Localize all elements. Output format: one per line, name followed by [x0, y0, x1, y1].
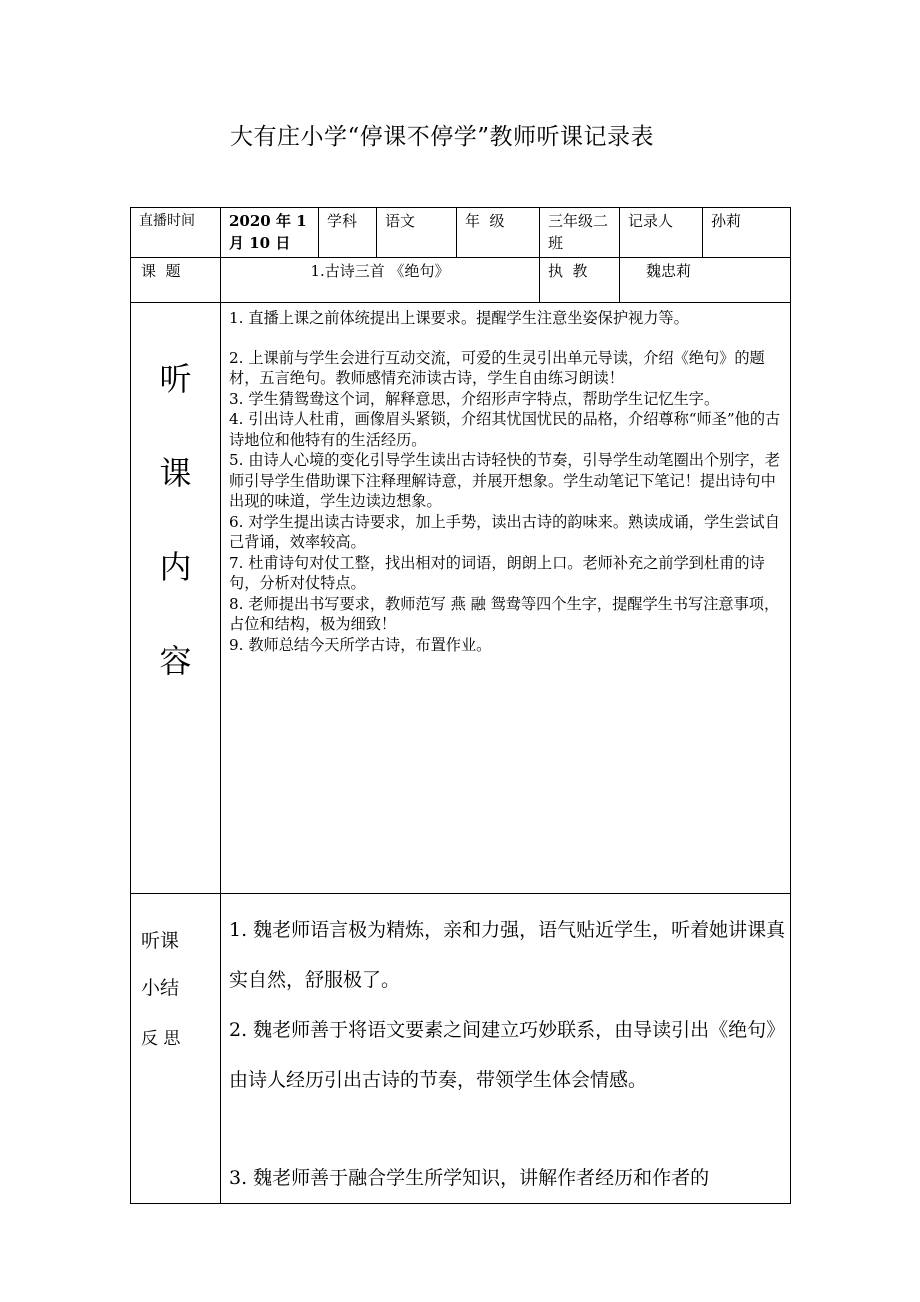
content-item: 6. 对学生提出读古诗要求，加上手势，读出古诗的韵味来。熟读成诵，学生尝试自己背诵，效率较高。: [229, 512, 780, 551]
summary-row: [131, 894, 791, 1204]
page-title: 大有庄小学“停课不停学”教师听课记录表: [229, 124, 655, 150]
content-item: 9. 教师总结今天所学古诗，布置作业。: [229, 635, 492, 654]
content-item: 2. 上课前与学生会进行互动交流，可爱的生灵引出单元导读，介绍《绝句》的题材，五言绝句。教师感情充沛读古诗，学生自由练习朗读！: [229, 348, 765, 387]
subject-value: 语文: [385, 212, 416, 230]
topic-row: [131, 258, 791, 303]
summary-list: [221, 905, 790, 1203]
content-item: 5. 由诗人心境的变化引导学生读出古诗轻快的节奏，引导学生动笔圈出个别字，老师引导学生借助课下注释理解诗意，并展开想象。学生动笔记下笔记！提出诗句中出现的味道，学生边读边想象。: [229, 451, 780, 510]
subject-label: 学科: [327, 212, 358, 230]
teacher-label: 执 教: [548, 262, 588, 280]
observation-record-table: [130, 207, 791, 1204]
content-item: 1. 直播上课之前体统提出上课要求。提醒学生注意坐姿保护视力等。: [229, 309, 689, 327]
recorder-label: 记录人: [628, 212, 674, 230]
topic-value: 1.古诗三首 《绝句》: [310, 262, 450, 280]
content-item: 4. 引出诗人杜甫，画像眉头紧锁，介绍其忧国忧民的品格，介绍尊称“师圣”他的古诗地位和他特有的生活经历。: [229, 410, 781, 449]
summary-item: 2. 魏老师善于将语文要素之间建立巧妙联系，由导读引出《绝句》由诗人经历引出古诗的节奏，带领学生体会情感。: [229, 1019, 786, 1091]
content-label-char: 听: [159, 360, 192, 398]
content-label-char: 课: [159, 454, 192, 492]
summary-item: 3. 魏老师善于融合学生所学知识，讲解作者经历和作者的: [229, 1167, 710, 1189]
summary-label-line: 听课: [141, 930, 180, 952]
content-row: [131, 303, 791, 894]
grade-value: 三年级二班: [548, 212, 609, 252]
content-list: [221, 303, 790, 655]
teacher-value: 魏忠莉: [646, 262, 692, 280]
content-label: [131, 360, 220, 680]
summary-label-line: 反 思: [141, 1029, 181, 1049]
content-label-char: 内: [159, 548, 192, 586]
content-label-char: 容: [159, 642, 192, 680]
content-item: 7. 杜甫诗句对仗工整，找出相对的词语，朗朗上口。老师补充之前学到杜甫的诗句，分析对仗特点。: [229, 553, 765, 592]
time-label: 直播时间: [139, 213, 195, 229]
summary-item: 1. 魏老师语言极为精炼，亲和力强，语气贴近学生，听着她讲课真实自然，舒服极了。: [229, 919, 786, 991]
content-item: 3. 学生猜鸳鸯这个词，解释意思，介绍形声字特点，帮助学生记忆生字。: [229, 389, 720, 408]
header-row: [131, 208, 791, 258]
grade-label: 年 级: [465, 212, 505, 230]
topic-label: 课 题: [141, 262, 181, 280]
content-item: 8. 老师提出书写要求，教师范写 燕 融 鸳鸯等四个生字，提醒学生书写注意事项，占位和结构，极为细致！: [229, 594, 780, 633]
recorder-value: 孙莉: [711, 212, 742, 230]
summary-label-line: 小结: [141, 977, 180, 999]
time-value: 2020 年 1 月 10 日: [229, 212, 307, 252]
